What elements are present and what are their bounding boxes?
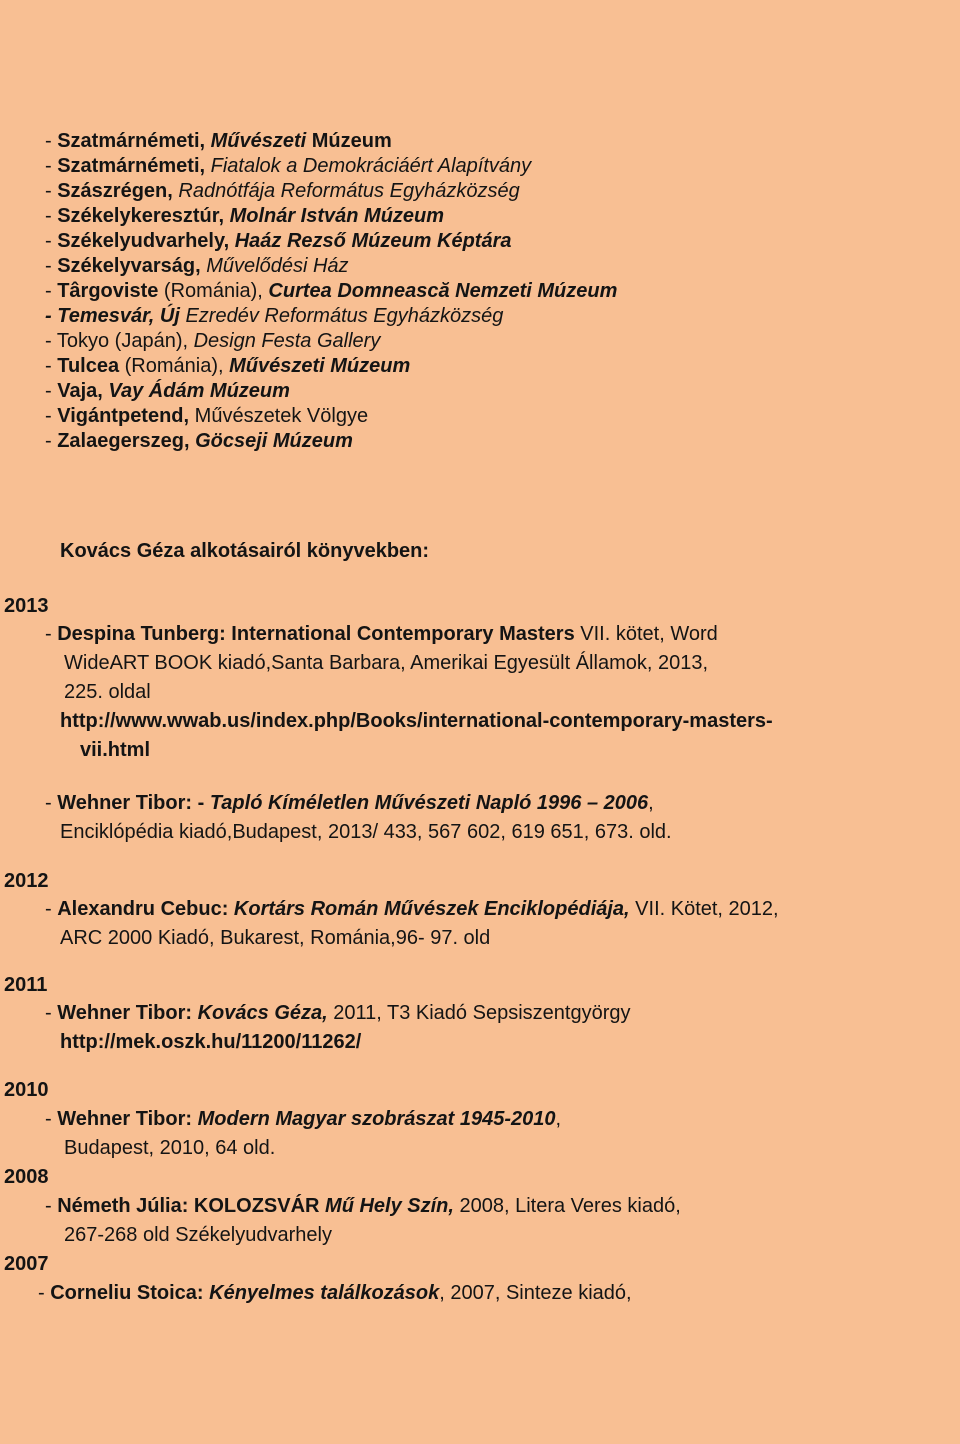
city-name: Szatmárnémeti, (57, 155, 206, 177)
list-dash: - (45, 255, 58, 277)
separator: (Románia), (119, 355, 230, 377)
book-entry (45, 897, 779, 922)
book-url[interactable]: vii.html (80, 739, 151, 761)
book-entry-line: WideART BOOK kiadó,Santa Barbara, Amerikai Egyesült Államok, 2013, (64, 652, 709, 674)
list-dash: - (45, 330, 57, 352)
list-dash: - (45, 280, 58, 302)
city-name: Székelyudvarhely, (57, 230, 230, 252)
book-title: Modern Magyar szobrászat 1945-2010 (197, 1108, 556, 1130)
book-entry-line: ARC 2000 Kiadó, Bukarest, Románia,96- 97. old (60, 927, 491, 949)
venue-name: Haáz Rezső Múzeum Képtára (234, 230, 512, 252)
year-heading: 2007 (4, 1253, 49, 1275)
exhibition-item (45, 229, 511, 254)
exhibition-item (45, 204, 444, 229)
list-dash: - (45, 1002, 58, 1024)
venue-name: Ezredév Református Egyházközség (185, 305, 504, 327)
list-dash: - (45, 230, 58, 252)
list-dash: - (45, 180, 58, 202)
exhibition-item (45, 404, 368, 429)
list-dash: - (45, 355, 58, 377)
book-author: Corneliu Stoica: (50, 1282, 210, 1304)
book-details: 2011, T3 Kiadó Sepsiszentgyörgy (327, 1002, 631, 1024)
book-url[interactable]: http://mek.oszk.hu/11200/11262/ (60, 1031, 362, 1053)
book-title: Mű Hely Szín, (325, 1195, 454, 1217)
venue-name: Radnótfája Református Egyházközség (178, 180, 520, 202)
book-entry-line: Enciklópédia kiadó,Budapest, 2013/ 433, 567 602, 619 651, 673. old. (60, 821, 672, 843)
year-heading: 2012 (4, 870, 49, 892)
exhibition-item (45, 129, 392, 154)
list-dash: - (45, 1195, 58, 1217)
book-entry-line: Budapest, 2010, 64 old. (64, 1137, 276, 1159)
venue-name: Molnár István Múzeum (229, 205, 445, 227)
book-entry-line: 267-268 old Székelyudvarhely (64, 1224, 332, 1246)
list-dash: - (45, 623, 58, 645)
venue-name: Művelődési Ház (206, 255, 349, 277)
list-dash: - (45, 405, 58, 427)
book-entry (45, 1001, 630, 1026)
book-url[interactable]: http://www.wwab.us/index.php/Books/international-contemporary-masters- (60, 710, 773, 732)
city-name: Zalaegerszeg, (57, 430, 190, 452)
venue-name: Göcseji Múzeum (195, 430, 353, 452)
city-name: Szatmárnémeti, (57, 130, 206, 152)
venue-name: Vay Ádám Múzeum (108, 380, 290, 402)
book-entry-line: 225. oldal (64, 681, 151, 703)
book-title: Kortárs Román Művészek Enciklopédiája, (233, 898, 630, 920)
city-name: Târgoviste (57, 280, 159, 302)
city-name: Vigántpetend, (57, 405, 190, 427)
exhibition-item (45, 429, 353, 454)
year-heading: 2011 (4, 974, 48, 996)
venue-name: Művészeti Múzeum (229, 355, 411, 377)
list-dash: - (45, 130, 58, 152)
exhibition-item (45, 304, 503, 329)
book-author: Wehner Tibor: (57, 1108, 198, 1130)
list-dash: - (45, 792, 58, 814)
exhibition-item (45, 354, 410, 379)
book-author: Wehner Tibor: - (57, 792, 210, 814)
city-name: Székelyvarság, (57, 255, 201, 277)
separator: (Románia), (158, 280, 269, 302)
book-details: 2008, Litera Veres kiadó, (453, 1195, 681, 1217)
book-details: , (555, 1108, 562, 1130)
year-heading: 2008 (4, 1166, 49, 1188)
city-name: Tulcea (57, 355, 120, 377)
city-name: Tokyo (Japán), (56, 330, 189, 352)
exhibition-item (45, 154, 531, 179)
exhibition-item (45, 279, 617, 304)
books-heading: Kovács Géza alkotásairól könyvekben: (60, 540, 430, 562)
city-name: Vaja, (57, 380, 103, 402)
book-entry (45, 1107, 561, 1132)
book-author: Németh Júlia: KOLOZSVÁR (57, 1195, 326, 1217)
book-author: Wehner Tibor: (57, 1002, 198, 1024)
city-name: Székelykeresztúr, (57, 205, 224, 227)
venue-name: Művészetek Völgye (194, 405, 369, 427)
list-dash: - (38, 1282, 51, 1304)
venue-name: Curtea Domnească Nemzeti Múzeum (268, 280, 618, 302)
list-dash: - (45, 1108, 58, 1130)
venue-name: Design Festa Gallery (193, 330, 381, 352)
exhibition-item (45, 179, 520, 204)
exhibition-item (45, 379, 290, 404)
exhibition-item (45, 254, 349, 279)
book-title: Tapló Kíméletlen Művészeti Napló 1996 – 2006 (209, 792, 649, 814)
venue-name: Művészeti (210, 130, 307, 152)
list-dash: - (45, 898, 58, 920)
list-dash: - (45, 155, 58, 177)
book-author: Despina Tunberg: International Contemporary Masters (57, 623, 575, 645)
book-details: VII. kötet, Word (574, 623, 718, 645)
city-name: Szászrégen, (57, 180, 173, 202)
list-dash: - (45, 305, 58, 327)
list-dash: - (45, 380, 58, 402)
venue-name-rest: Múzeum (306, 130, 392, 152)
book-entry (45, 1194, 681, 1219)
book-entry (38, 1281, 632, 1306)
city-name: Temesvár, Új (57, 305, 180, 327)
year-heading: 2010 (4, 1079, 49, 1101)
book-author: Alexandru Cebuc: (57, 898, 234, 920)
book-details: VII. Kötet, 2012, (629, 898, 779, 920)
list-dash: - (45, 430, 58, 452)
book-entry (45, 791, 654, 816)
venue-name: Fiatalok a Demokráciáért Alapítvány (210, 155, 532, 177)
exhibition-item (45, 329, 380, 354)
book-details: , 2007, Sinteze kiadó, (439, 1282, 632, 1304)
book-title: Kovács Géza, (197, 1002, 328, 1024)
list-dash: - (45, 205, 58, 227)
book-title: Kényelmes találkozások (209, 1282, 440, 1304)
year-heading: 2013 (4, 595, 49, 617)
book-details: , (648, 792, 654, 814)
book-entry (45, 622, 718, 647)
